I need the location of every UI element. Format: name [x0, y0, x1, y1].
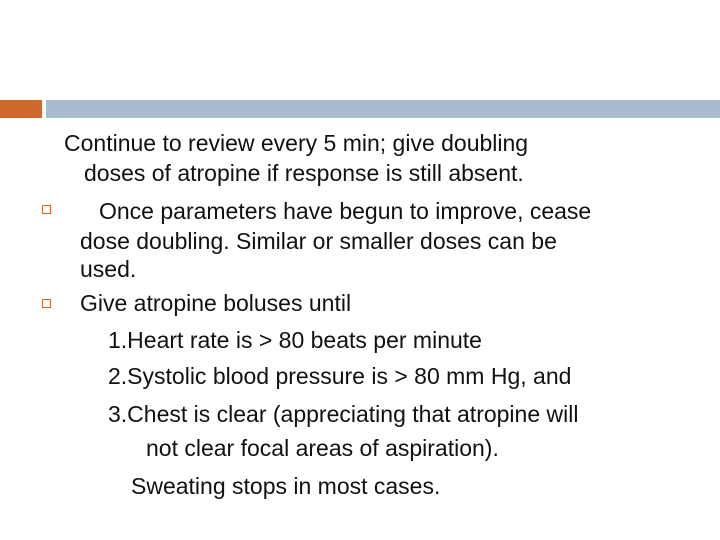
square-bullet-icon: [42, 205, 51, 214]
criteria-item-3-line-2: not clear focal areas of aspiration).: [146, 435, 499, 461]
header-bar: [46, 100, 720, 118]
bullet-1-line-1: Once parameters have begun to improve, cease: [99, 198, 592, 224]
square-bullet-icon: [42, 299, 51, 308]
intro-text-line-2: doses of atropine if response is still absent.: [84, 160, 524, 186]
header-accent-bar: [0, 100, 42, 118]
criteria-item-1: 1.Heart rate is > 80 beats per minute: [108, 327, 482, 353]
bullet-2-line-1: Give atropine boluses until: [80, 290, 352, 316]
intro-text-line-1: Continue to review every 5 min; give doubling: [64, 130, 529, 156]
bullet-1-line-2: dose doubling. Similar or smaller doses can be: [80, 228, 557, 254]
closing-line: Sweating stops in most cases.: [131, 473, 441, 499]
criteria-item-3-line-1: 3.Chest is clear (appreciating that atropine will: [108, 401, 579, 427]
bullet-1-line-3: used.: [80, 256, 137, 282]
criteria-item-2: 2.Systolic blood pressure is > 80 mm Hg, and: [108, 363, 572, 389]
